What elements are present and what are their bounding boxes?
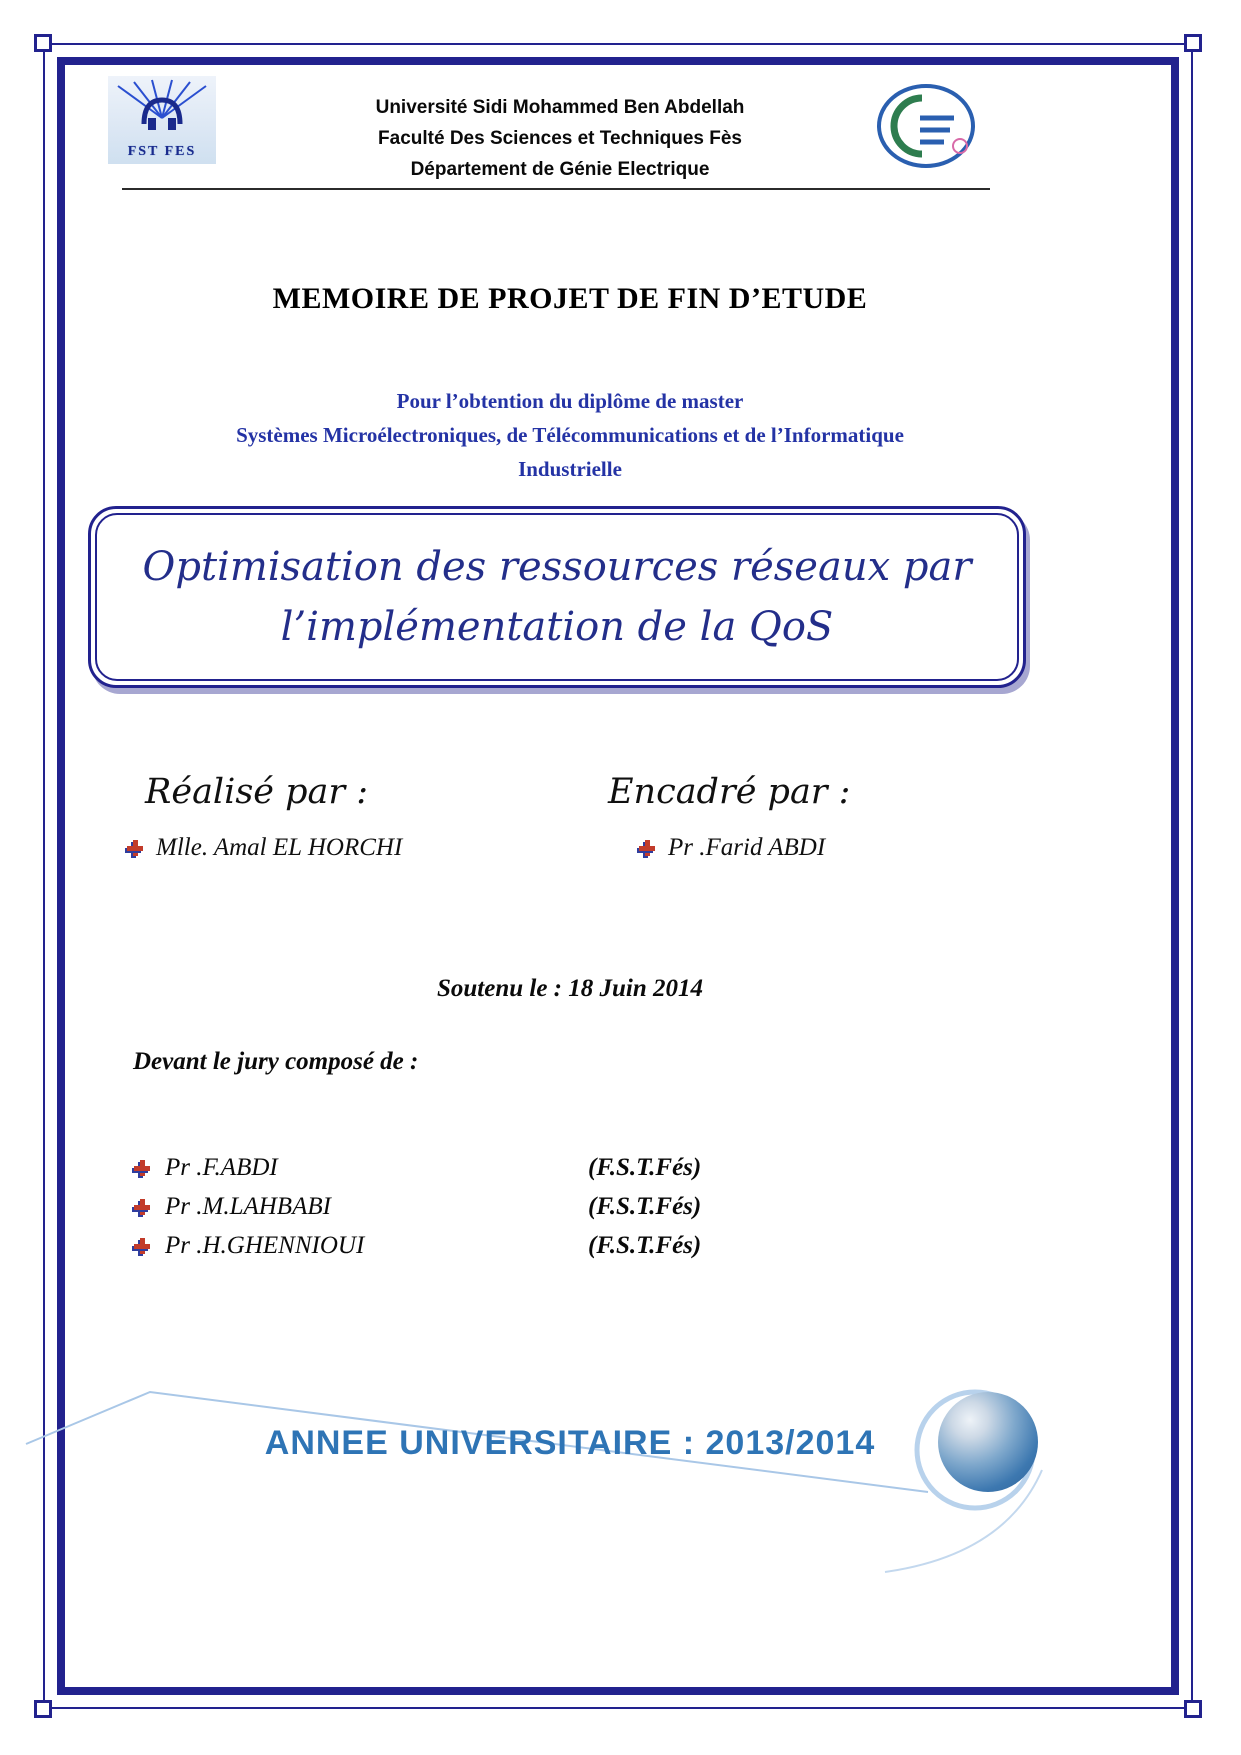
degree-subtitle	[110, 384, 1030, 486]
jury-member-name: Pr .F.ABDI	[165, 1153, 278, 1181]
degree-subtitle-line3: Industrielle	[518, 457, 622, 481]
jury-row	[133, 1148, 913, 1187]
jury-bullet-icon	[133, 1159, 151, 1177]
faculty-name: Faculté Des Sciences et Techniques Fès	[378, 128, 742, 149]
realise-par-label: Réalisé par :	[145, 772, 369, 812]
defense-date: Soutenu le : 18 Juin 2014	[436, 975, 704, 1002]
document-title: MEMOIRE DE PROJET DE FIN D’ETUDE	[272, 282, 868, 315]
project-title-box	[88, 506, 1026, 688]
jury-heading: Devant le jury composé de :	[133, 1048, 419, 1075]
university-name: Université Sidi Mohammed Ben Abdellah	[375, 97, 745, 118]
project-title-box-inner	[95, 513, 1019, 681]
corner-ornament-bottom-right	[1184, 1700, 1202, 1718]
jury-member-name: Pr .M.LAHBABI	[165, 1192, 331, 1220]
jury-member-affiliation: (F.S.T.Fés)	[588, 1192, 702, 1220]
supervisor-bullet-icon	[638, 839, 656, 857]
jury-bullet-icon	[133, 1198, 151, 1216]
jury-row	[133, 1226, 913, 1265]
institution-header	[260, 92, 860, 185]
jury-member-affiliation: (F.S.T.Fés)	[588, 1153, 702, 1181]
fst-logo-text: FST FES	[127, 144, 197, 159]
author-bullet-icon	[126, 839, 144, 857]
supervisor-name: Pr .Farid ABDI	[668, 834, 826, 861]
supervisor-row	[638, 834, 825, 862]
jury-member-affiliation: (F.S.T.Fés)	[588, 1231, 702, 1259]
encadre-par-label: Encadré par :	[608, 772, 851, 812]
corner-ornament-bottom-left	[34, 1700, 52, 1718]
department-name: Département de Génie Electrique	[410, 159, 710, 180]
fst-logo	[108, 76, 216, 164]
corner-ornament-top-left	[34, 34, 52, 52]
degree-subtitle-line2: Systèmes Microélectroniques, de Télécommunications et de l’Informatique	[236, 423, 904, 447]
corner-ornament-top-right	[1184, 34, 1202, 52]
degree-subtitle-line1: Pour l’obtention du diplôme de master	[396, 389, 744, 413]
circle-logo-icon	[876, 80, 976, 172]
academic-year: ANNEE UNIVERSITAIRE : 2013/2014	[264, 1424, 876, 1462]
jury-member-name: Pr .H.GHENNIOUI	[165, 1231, 365, 1259]
project-title-line1: Optimisation des ressources réseaux par	[142, 544, 972, 590]
university-emblem-icon	[108, 78, 216, 140]
jury-list	[133, 1148, 913, 1265]
jury-bullet-icon	[133, 1237, 151, 1255]
author-row	[126, 834, 402, 862]
author-name: Mlle. Amal EL HORCHI	[156, 834, 403, 861]
department-logo	[876, 80, 976, 172]
sphere-decoration	[938, 1392, 1038, 1492]
header-divider	[122, 188, 990, 190]
jury-row	[133, 1187, 913, 1226]
project-title-line2: l’implémentation de la QoS	[280, 604, 834, 650]
